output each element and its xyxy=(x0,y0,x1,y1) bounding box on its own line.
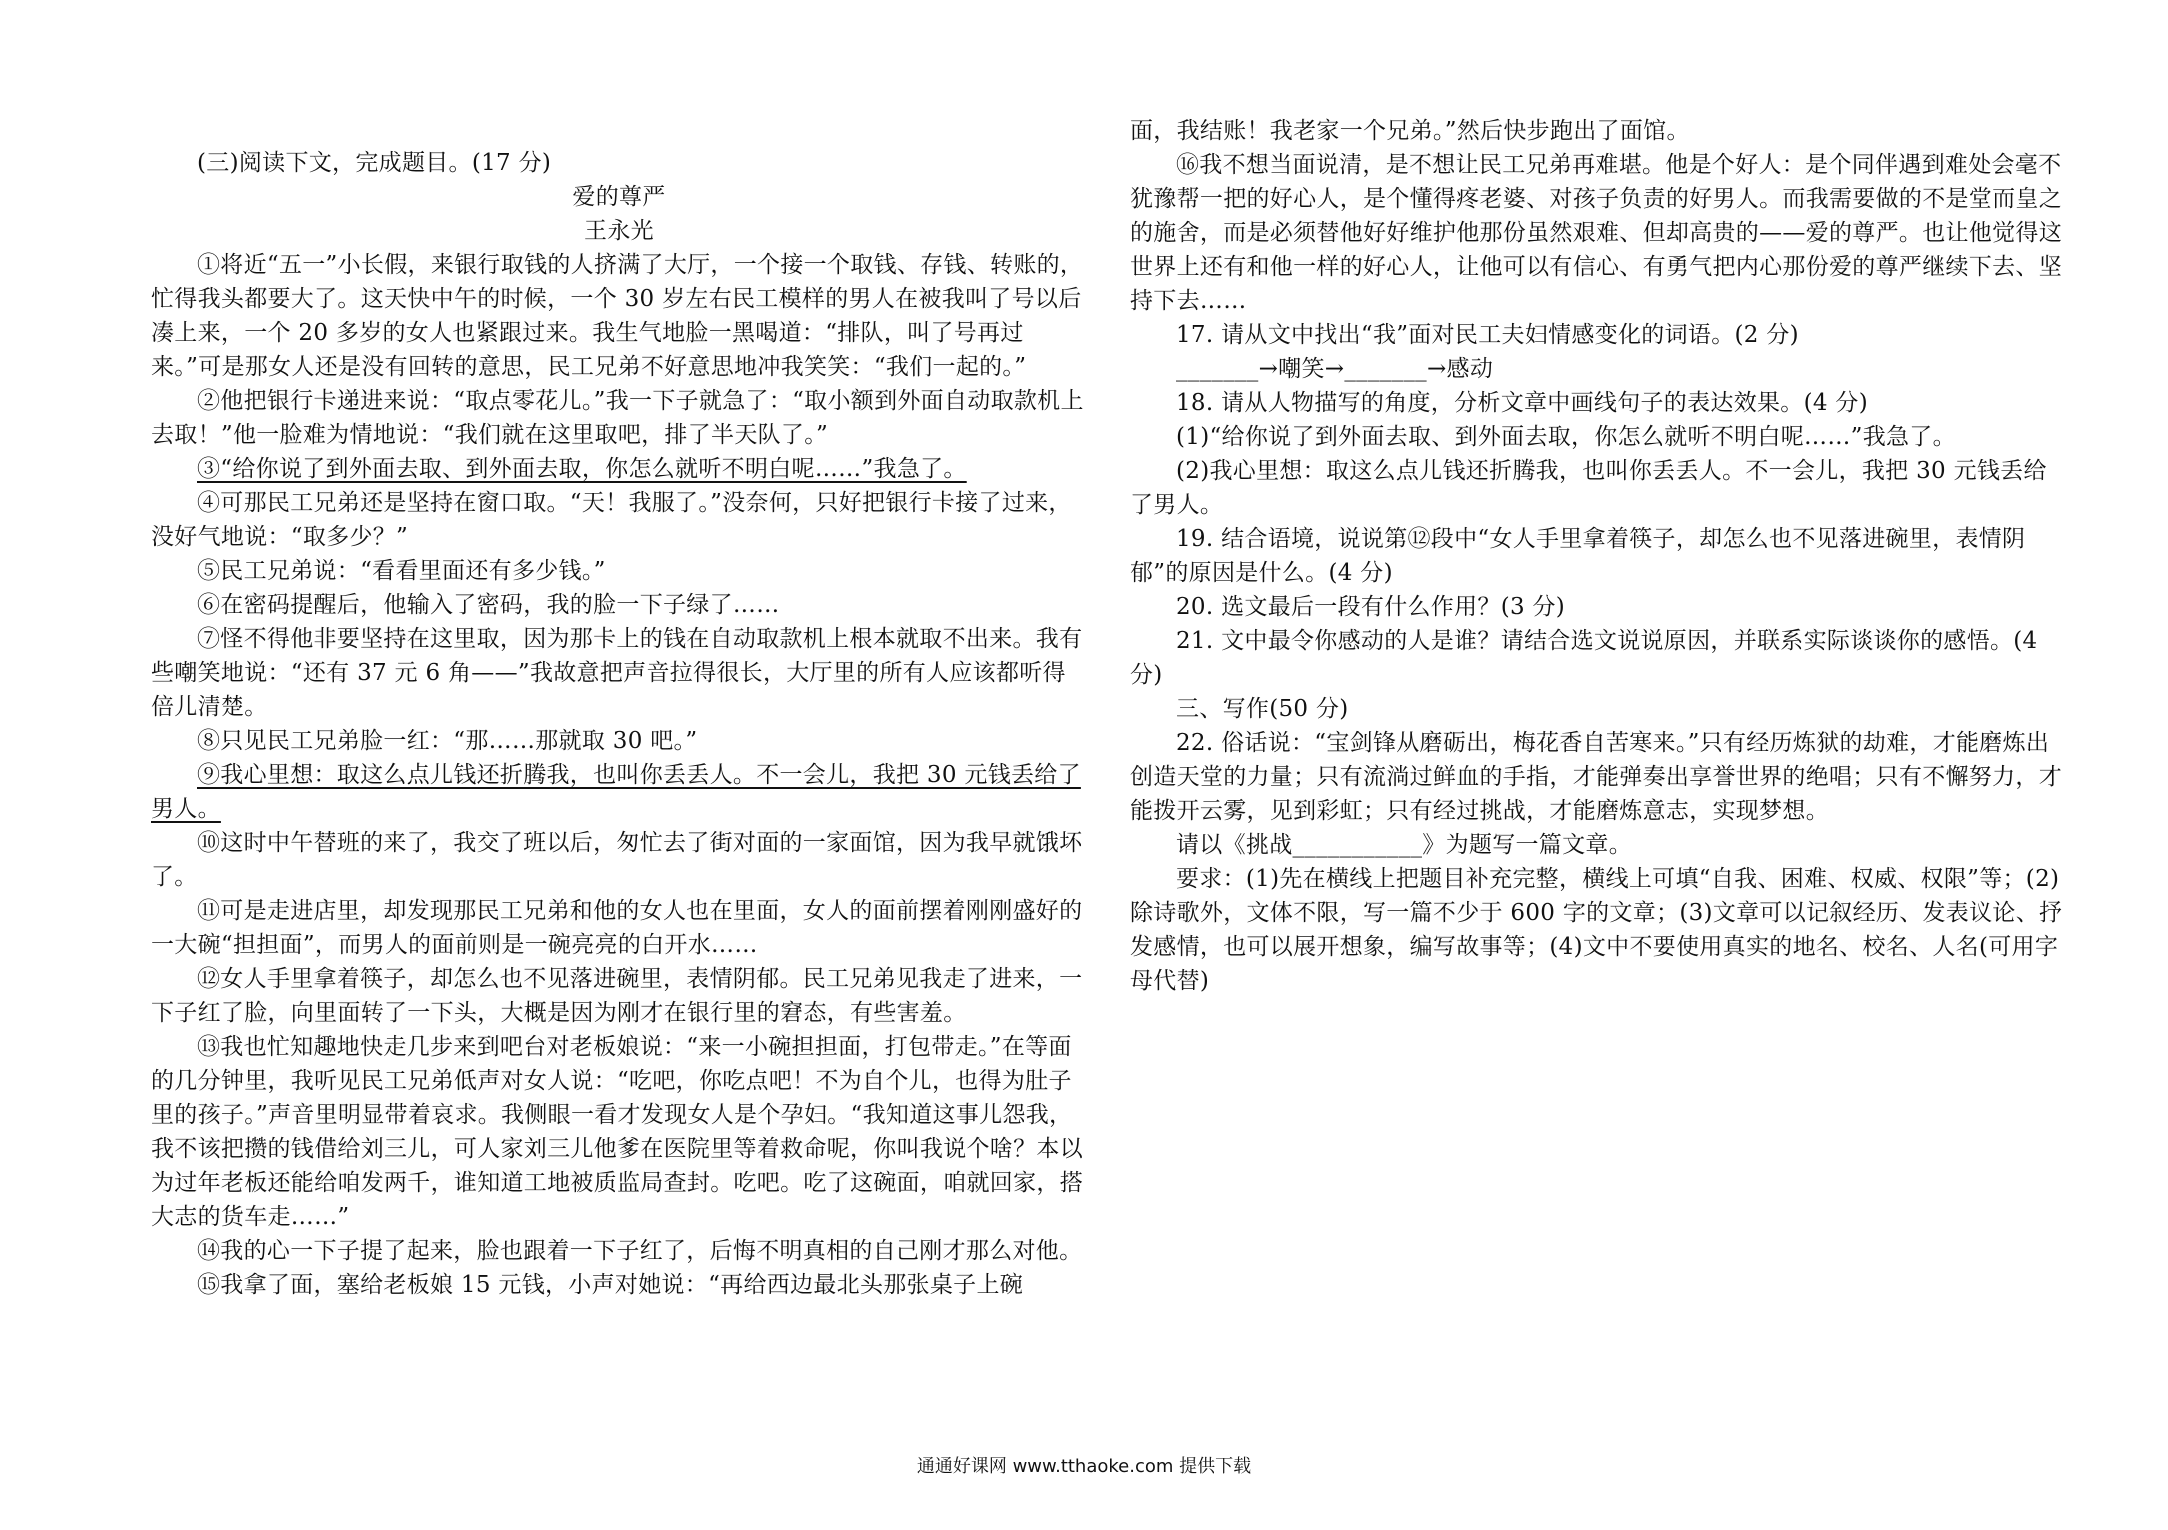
paragraph-3-underlined: ③“给你说了到外面去取、到外面去取，你怎么就听不明白呢……”我急了。 xyxy=(197,456,967,482)
section-heading: (三)阅读下文，完成题目。(17 分) xyxy=(197,150,552,176)
right-column xyxy=(1130,114,2064,998)
question-22: 22. 俗话说：“宝剑锋从磨砺出，梅花香自苦寒来。”只有经历炼狱的劫难，才能磨炼出创造天堂的力量；只有流淌过鲜血的手指，才能弹奏出享誉世界的绝唱；只有不懈努力，才能拨开云雾，见到彩虹；只有经过挑战，才能磨炼意志，实现梦想。 xyxy=(1130,730,2062,824)
page-footer: 通通好课网 www.tthaoke.com 提供下载 xyxy=(916,1456,1252,1477)
question-18-part-2: (2)我心里想：取这么点儿钱还折腾我，也叫你丢丢人。不一会儿，我把 30 元钱丢给了男人。 xyxy=(1130,458,2047,518)
paragraph-10: ⑩这时中午替班的来了，我交了班以后，匆忙去了街对面的一家面馆，因为我早就饿坏了。 xyxy=(151,830,1083,890)
paragraph-1: ①将近“五一”小长假，来银行取钱的人挤满了大厅，一个接一个取钱、存钱、转账的，忙得我头都要大了。这天快中午的时候，一个 30 岁左右民工模样的男人在被我叫了号以后凑上来，一个 20 多岁的女人也紧跟过来。我生气地脸一黑喝道：“排队，叫了号再过来。”可是那女人还是没有回转的意思，民工兄弟不好意思地冲我笑笑：“我们一起的。” xyxy=(151,252,1084,380)
question-18: 18. 请从人物描写的角度，分析文章中画线句子的表达效果。(4 分) xyxy=(1176,390,1868,416)
question-22-prompt: 请以《挑战___________》为题写一篇文章。 xyxy=(1176,832,1632,858)
question-18-part-1: (1)“给你说了到外面去取、到外面去取，你怎么就听不明白呢……”我急了。 xyxy=(1176,424,1956,450)
paragraph-2: ②他把银行卡递进来说：“取点零花儿。”我一下子就急了：“取小额到外面自动取款机上去取！”他一脸难为情地说：“我们就在这里取吧，排了半天队了。” xyxy=(151,388,1084,448)
paragraph-13: ⑬我也忙知趣地快走几步来到吧台对老板娘说：“来一小碗担担面，打包带走。”在等面的几分钟里，我听见民工兄弟低声对女人说：“吃吧，你吃点吧！不为自个儿，也得为肚子里的孩子。”声音里明显带着哀求。我侧眼一看才发现女人是个孕妇。“我知道这事儿怨我，我不该把攒的钱借给刘三儿，可人家刘三儿他爹在医院里等着救命呢，你叫我说个啥？本以为过年老板还能给咱发两千，谁知道工地被质监局查封。吃吧。吃了这碗面，咱就回家，搭大志的货车走……” xyxy=(151,1034,1083,1230)
article-title: 爱的尊严 xyxy=(572,184,666,210)
question-17: 17. 请从文中找出“我”面对民工夫妇情感变化的词语。(2 分) xyxy=(1176,322,1799,348)
article-author: 王永光 xyxy=(584,218,654,244)
paragraph-14: ⑭我的心一下子提了起来，脸也跟着一下子红了，后悔不明真相的自己刚才那么对他。 xyxy=(197,1238,1083,1264)
paragraph-15: ⑮我拿了面，塞给老板娘 15 元钱，小声对她说：“再给西边最北头那张桌子上碗 xyxy=(197,1272,1024,1298)
question-22-requirements: 要求：(1)先在横线上把题目补充完整，横线上可填“自我、困难、权威、权限”等；(2)除诗歌外，文体不限，写一篇不少于 600 字的文章；(3)文章可以记叙经历、发表议论、抒发感情，也可以展开想象，编写故事等；(4)文中不要使用真实的地名、校名、人名(可用字母代替) xyxy=(1130,866,2063,994)
paragraph-4: ④可那民工兄弟还是坚持在窗口取。“天！我服了。”没奈何，只好把银行卡接了过来，没好气地说：“取多少？” xyxy=(151,490,1072,550)
left-column xyxy=(151,146,1087,1302)
question-21: 21. 文中最令你感动的人是谁？请结合选文说说原因，并联系实际谈谈你的感悟。(4 分) xyxy=(1130,628,2038,688)
question-19: 19. 结合语境，说说第⑫段中“女人手里拿着筷子，却怎么也不见落进碗里，表情阴郁”的原因是什么。(4 分) xyxy=(1130,526,2026,586)
question-20: 20. 选文最后一段有什么作用？(3 分) xyxy=(1176,594,1566,620)
paragraph-12: ⑫女人手里拿着筷子，却怎么也不见落进碗里，表情阴郁。民工兄弟见我走了进来，一下子红了脸，向里面转了一下头，大概是因为刚才在银行里的窘态，有些害羞。 xyxy=(151,966,1083,1026)
paragraph-5: ⑤民工兄弟说：“看看里面还有多少钱。” xyxy=(197,558,606,584)
question-17-blank: _______→嘲笑→_______→感动 xyxy=(1176,356,1494,382)
paragraph-15-continued: 面，我结账！我老家一个兄弟。”然后快步跑出了面馆。 xyxy=(1130,118,1690,144)
paragraph-6: ⑥在密码提醒后，他输入了密码，我的脸一下子绿了…… xyxy=(197,592,780,618)
paragraph-9-underlined: ⑨我心里想：取这么点儿钱还折腾我，也叫你丢丢人。不一会儿，我把 30 元钱丢给了男人。 xyxy=(151,762,1081,822)
paragraph-16: ⑯我不想当面说清，是不想让民工兄弟再难堪。他是个好人：是个同伴遇到难处会毫不犹豫帮一把的好心人，是个懂得疼老婆、对孩子负责的好男人。而我需要做的不是堂而皇之的施舍，而是必须替他好好维护他那份虽然艰难、但却高贵的——爱的尊严。也让他觉得这世界上还有和他一样的好心人，让他可以有信心、有勇气把内心那份爱的尊严继续下去、坚持下去…… xyxy=(1130,152,2062,314)
paragraph-7: ⑦怪不得他非要坚持在这里取，因为那卡上的钱在自动取款机上根本就取不出来。我有些嘲笑地说：“还有 37 元 6 角——”我故意把声音拉得很长，大厅里的所有人应该都听得倍儿清楚。 xyxy=(151,626,1083,720)
paragraph-11: ⑪可是走进店里，却发现那民工兄弟和他的女人也在里面，女人的面前摆着刚刚盛好的一大碗“担担面”，而男人的面前则是一碗亮亮的白开水…… xyxy=(151,898,1083,958)
paragraph-8: ⑧只见民工兄弟脸一红：“那……那就取 30 吧。” xyxy=(197,728,698,754)
writing-heading: 三、写作(50 分) xyxy=(1176,696,1349,722)
